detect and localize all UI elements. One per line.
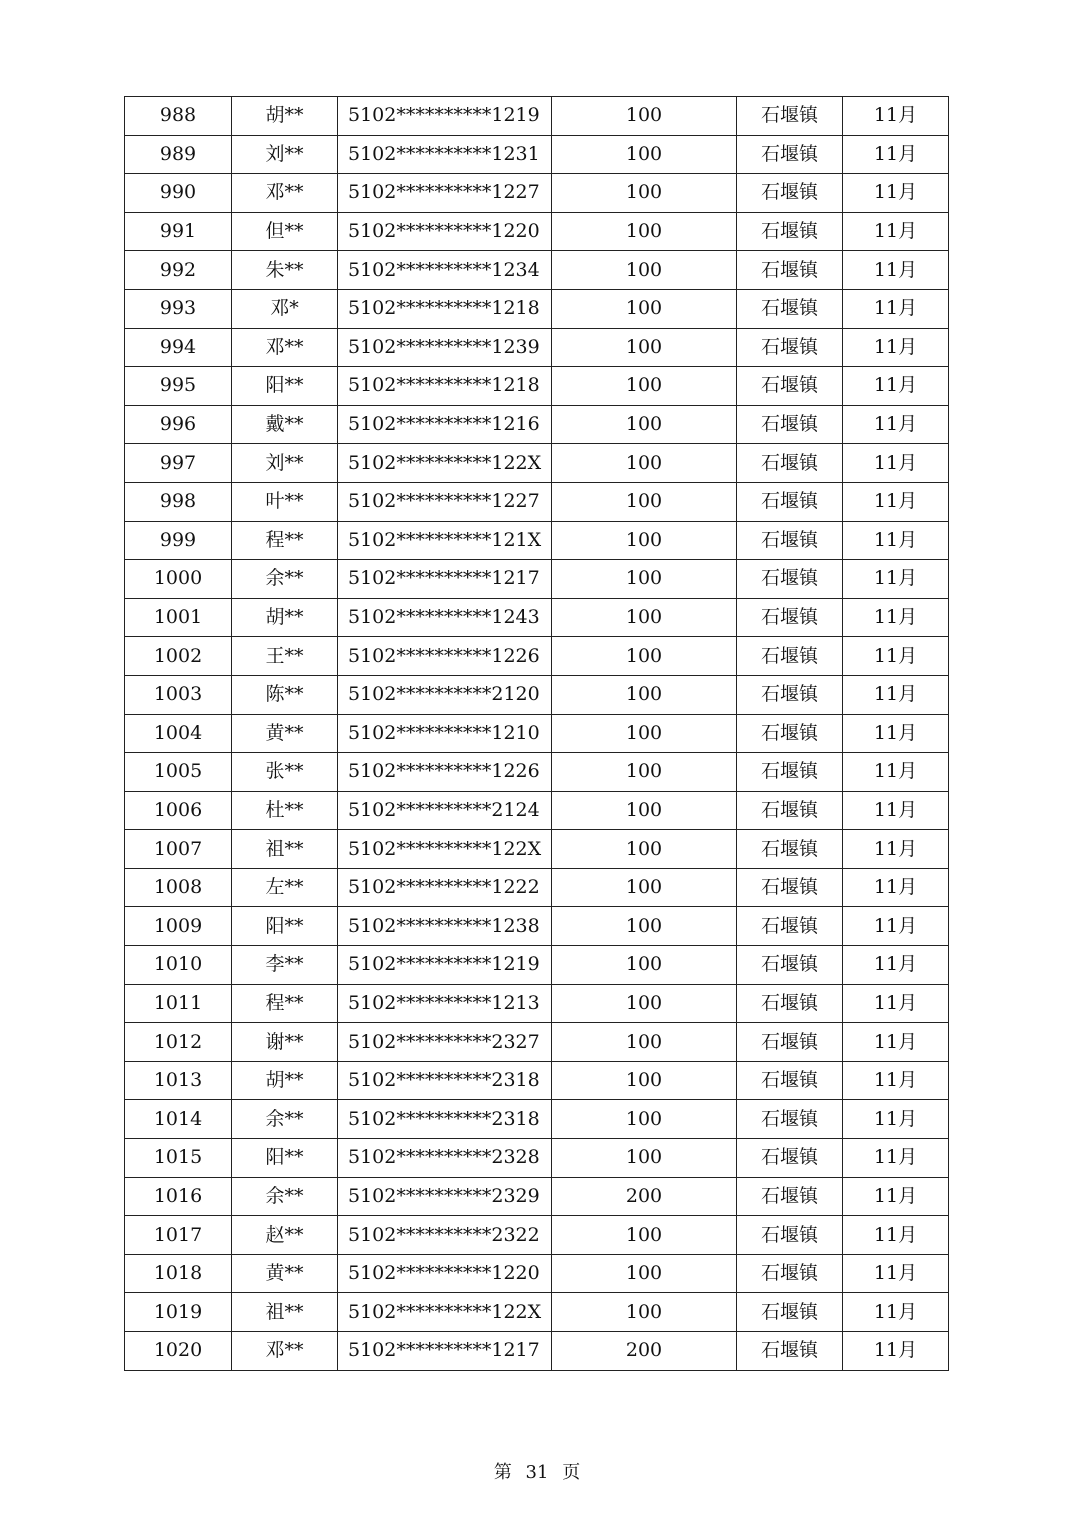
cell-name: 陈**: [232, 675, 338, 714]
cell-town: 石堰镇: [737, 1023, 843, 1062]
table-row: [125, 1100, 949, 1139]
cell-id-number: 5102**********2120: [338, 675, 552, 714]
cell-month: 11月: [843, 367, 949, 406]
cell-number: 992: [125, 251, 232, 290]
cell-town: 石堰镇: [737, 675, 843, 714]
cell-month: 11月: [843, 868, 949, 907]
cell-town: 石堰镇: [737, 598, 843, 637]
cell-month: 11月: [843, 1332, 949, 1371]
cell-amount: 100: [552, 482, 737, 521]
cell-amount: 100: [552, 1293, 737, 1332]
cell-number: 993: [125, 289, 232, 328]
cell-town: 石堰镇: [737, 212, 843, 251]
cell-name: 刘**: [232, 135, 338, 174]
cell-month: 11月: [843, 598, 949, 637]
cell-amount: 100: [552, 405, 737, 444]
cell-town: 石堰镇: [737, 444, 843, 483]
cell-name: 张**: [232, 753, 338, 792]
cell-town: 石堰镇: [737, 1332, 843, 1371]
cell-name: 赵**: [232, 1216, 338, 1255]
cell-town: 石堰镇: [737, 868, 843, 907]
cell-town: 石堰镇: [737, 367, 843, 406]
cell-town: 石堰镇: [737, 328, 843, 367]
cell-number: 1010: [125, 946, 232, 985]
cell-month: 11月: [843, 791, 949, 830]
table-row: [125, 212, 949, 251]
cell-id-number: 5102**********122X: [338, 1293, 552, 1332]
table-row: [125, 1332, 949, 1371]
cell-name: 黄**: [232, 1254, 338, 1293]
cell-number: 1019: [125, 1293, 232, 1332]
cell-id-number: 5102**********1222: [338, 868, 552, 907]
table-row: [125, 868, 949, 907]
cell-town: 石堰镇: [737, 405, 843, 444]
cell-name: 左**: [232, 868, 338, 907]
cell-number: 994: [125, 328, 232, 367]
cell-name: 程**: [232, 984, 338, 1023]
cell-month: 11月: [843, 560, 949, 599]
cell-town: 石堰镇: [737, 830, 843, 869]
cell-id-number: 5102**********1238: [338, 907, 552, 946]
cell-town: 石堰镇: [737, 907, 843, 946]
table-row: [125, 753, 949, 792]
cell-number: 995: [125, 367, 232, 406]
cell-name: 邓**: [232, 1332, 338, 1371]
cell-id-number: 5102**********1217: [338, 560, 552, 599]
cell-number: 1008: [125, 868, 232, 907]
cell-id-number: 5102**********1227: [338, 174, 552, 213]
table-row: [125, 1216, 949, 1255]
cell-id-number: 5102**********122X: [338, 444, 552, 483]
cell-amount: 100: [552, 174, 737, 213]
cell-amount: 100: [552, 1100, 737, 1139]
cell-month: 11月: [843, 1293, 949, 1332]
cell-name: 邓**: [232, 174, 338, 213]
cell-id-number: 5102**********1239: [338, 328, 552, 367]
cell-id-number: 5102**********1227: [338, 482, 552, 521]
cell-number: 1009: [125, 907, 232, 946]
cell-amount: 100: [552, 830, 737, 869]
cell-id-number: 5102**********2322: [338, 1216, 552, 1255]
cell-number: 1000: [125, 560, 232, 599]
cell-month: 11月: [843, 1100, 949, 1139]
cell-amount: 100: [552, 367, 737, 406]
cell-name: 胡**: [232, 1061, 338, 1100]
table-row: [125, 1139, 949, 1178]
cell-number: 1015: [125, 1139, 232, 1178]
cell-number: 1014: [125, 1100, 232, 1139]
cell-number: 1004: [125, 714, 232, 753]
cell-town: 石堰镇: [737, 174, 843, 213]
cell-month: 11月: [843, 907, 949, 946]
cell-id-number: 5102**********1234: [338, 251, 552, 290]
cell-month: 11月: [843, 135, 949, 174]
cell-number: 1012: [125, 1023, 232, 1062]
footer-suffix: 页: [562, 1462, 581, 1483]
cell-amount: 100: [552, 714, 737, 753]
cell-month: 11月: [843, 405, 949, 444]
cell-id-number: 5102**********1218: [338, 289, 552, 328]
cell-town: 石堰镇: [737, 791, 843, 830]
cell-amount: 100: [552, 868, 737, 907]
cell-month: 11月: [843, 174, 949, 213]
cell-amount: 100: [552, 946, 737, 985]
cell-id-number: 5102**********1219: [338, 97, 552, 136]
table-row: [125, 675, 949, 714]
cell-name: 胡**: [232, 97, 338, 136]
cell-id-number: 5102**********2328: [338, 1139, 552, 1178]
cell-month: 11月: [843, 289, 949, 328]
cell-month: 11月: [843, 444, 949, 483]
cell-month: 11月: [843, 1061, 949, 1100]
cell-town: 石堰镇: [737, 1139, 843, 1178]
cell-number: 996: [125, 405, 232, 444]
cell-amount: 100: [552, 907, 737, 946]
cell-number: 998: [125, 482, 232, 521]
cell-id-number: 5102**********1231: [338, 135, 552, 174]
cell-number: 991: [125, 212, 232, 251]
cell-town: 石堰镇: [737, 753, 843, 792]
cell-name: 胡**: [232, 598, 338, 637]
table-row: [125, 444, 949, 483]
cell-number: 1016: [125, 1177, 232, 1216]
cell-number: 1006: [125, 791, 232, 830]
cell-name: 祖**: [232, 830, 338, 869]
cell-amount: 100: [552, 753, 737, 792]
table-row: [125, 1023, 949, 1062]
table-row: [125, 637, 949, 676]
cell-name: 但**: [232, 212, 338, 251]
cell-town: 石堰镇: [737, 1254, 843, 1293]
cell-amount: 100: [552, 251, 737, 290]
cell-town: 石堰镇: [737, 289, 843, 328]
cell-number: 989: [125, 135, 232, 174]
cell-month: 11月: [843, 714, 949, 753]
cell-number: 990: [125, 174, 232, 213]
table-row: [125, 135, 949, 174]
page-number: 31: [525, 1462, 549, 1483]
table-row: [125, 289, 949, 328]
cell-name: 余**: [232, 1100, 338, 1139]
cell-town: 石堰镇: [737, 714, 843, 753]
cell-name: 戴**: [232, 405, 338, 444]
cell-town: 石堰镇: [737, 1177, 843, 1216]
cell-amount: 100: [552, 1216, 737, 1255]
cell-name: 刘**: [232, 444, 338, 483]
cell-month: 11月: [843, 830, 949, 869]
cell-amount: 100: [552, 1061, 737, 1100]
cell-id-number: 5102**********1220: [338, 212, 552, 251]
table-row: [125, 328, 949, 367]
table-row: [125, 405, 949, 444]
table-row: [125, 598, 949, 637]
cell-number: 1005: [125, 753, 232, 792]
cell-amount: 100: [552, 289, 737, 328]
cell-town: 石堰镇: [737, 1061, 843, 1100]
cell-id-number: 5102**********1243: [338, 598, 552, 637]
table-row: [125, 1254, 949, 1293]
cell-month: 11月: [843, 1023, 949, 1062]
table-row: [125, 482, 949, 521]
cell-month: 11月: [843, 328, 949, 367]
cell-month: 11月: [843, 1216, 949, 1255]
cell-town: 石堰镇: [737, 1216, 843, 1255]
cell-month: 11月: [843, 482, 949, 521]
cell-id-number: 5102**********2327: [338, 1023, 552, 1062]
table-row: [125, 1177, 949, 1216]
cell-town: 石堰镇: [737, 1293, 843, 1332]
subsidy-table: [124, 96, 949, 1371]
cell-name: 王**: [232, 637, 338, 676]
table-row: [125, 791, 949, 830]
cell-number: 1020: [125, 1332, 232, 1371]
cell-town: 石堰镇: [737, 560, 843, 599]
cell-number: 997: [125, 444, 232, 483]
cell-name: 谢**: [232, 1023, 338, 1062]
cell-month: 11月: [843, 637, 949, 676]
cell-amount: 100: [552, 444, 737, 483]
cell-amount: 100: [552, 637, 737, 676]
cell-id-number: 5102**********2318: [338, 1100, 552, 1139]
footer-prefix: 第: [493, 1462, 512, 1483]
cell-number: 1011: [125, 984, 232, 1023]
table-row: [125, 830, 949, 869]
cell-number: 1003: [125, 675, 232, 714]
cell-number: 1013: [125, 1061, 232, 1100]
cell-amount: 100: [552, 521, 737, 560]
cell-name: 余**: [232, 560, 338, 599]
cell-number: 988: [125, 97, 232, 136]
cell-town: 石堰镇: [737, 984, 843, 1023]
cell-name: 邓*: [232, 289, 338, 328]
cell-id-number: 5102**********1217: [338, 1332, 552, 1371]
cell-name: 黄**: [232, 714, 338, 753]
cell-amount: 200: [552, 1177, 737, 1216]
cell-amount: 100: [552, 984, 737, 1023]
cell-id-number: 5102**********122X: [338, 830, 552, 869]
cell-id-number: 5102**********1220: [338, 1254, 552, 1293]
cell-id-number: 5102**********1213: [338, 984, 552, 1023]
cell-id-number: 5102**********1218: [338, 367, 552, 406]
cell-name: 祖**: [232, 1293, 338, 1332]
table-row: [125, 714, 949, 753]
cell-id-number: 5102**********2124: [338, 791, 552, 830]
cell-month: 11月: [843, 1139, 949, 1178]
cell-id-number: 5102**********1216: [338, 405, 552, 444]
table-row: [125, 251, 949, 290]
cell-month: 11月: [843, 521, 949, 560]
cell-number: 999: [125, 521, 232, 560]
table-row: [125, 560, 949, 599]
cell-amount: 100: [552, 560, 737, 599]
cell-id-number: 5102**********2329: [338, 1177, 552, 1216]
cell-month: 11月: [843, 1254, 949, 1293]
cell-name: 余**: [232, 1177, 338, 1216]
cell-amount: 100: [552, 97, 737, 136]
cell-month: 11月: [843, 97, 949, 136]
cell-town: 石堰镇: [737, 482, 843, 521]
cell-month: 11月: [843, 753, 949, 792]
cell-name: 阳**: [232, 907, 338, 946]
cell-amount: 100: [552, 1254, 737, 1293]
table-row: [125, 946, 949, 985]
cell-town: 石堰镇: [737, 637, 843, 676]
cell-name: 阳**: [232, 367, 338, 406]
cell-amount: 100: [552, 212, 737, 251]
cell-id-number: 5102**********2318: [338, 1061, 552, 1100]
cell-amount: 200: [552, 1332, 737, 1371]
cell-id-number: 5102**********1226: [338, 637, 552, 676]
cell-id-number: 5102**********1219: [338, 946, 552, 985]
cell-name: 叶**: [232, 482, 338, 521]
cell-town: 石堰镇: [737, 251, 843, 290]
cell-number: 1001: [125, 598, 232, 637]
table-row: [125, 97, 949, 136]
cell-id-number: 5102**********1210: [338, 714, 552, 753]
cell-amount: 100: [552, 328, 737, 367]
cell-name: 杜**: [232, 791, 338, 830]
cell-town: 石堰镇: [737, 1100, 843, 1139]
cell-number: 1018: [125, 1254, 232, 1293]
cell-name: 程**: [232, 521, 338, 560]
table-row: [125, 1293, 949, 1332]
cell-month: 11月: [843, 675, 949, 714]
cell-town: 石堰镇: [737, 946, 843, 985]
table-row: [125, 174, 949, 213]
cell-name: 朱**: [232, 251, 338, 290]
cell-amount: 100: [552, 598, 737, 637]
cell-number: 1002: [125, 637, 232, 676]
cell-name: 邓**: [232, 328, 338, 367]
cell-month: 11月: [843, 251, 949, 290]
cell-number: 1007: [125, 830, 232, 869]
cell-name: 阳**: [232, 1139, 338, 1178]
cell-town: 石堰镇: [737, 135, 843, 174]
table-row: [125, 984, 949, 1023]
cell-month: 11月: [843, 1177, 949, 1216]
cell-amount: 100: [552, 1023, 737, 1062]
table-row: [125, 521, 949, 560]
cell-town: 石堰镇: [737, 97, 843, 136]
cell-town: 石堰镇: [737, 521, 843, 560]
table-body: [125, 97, 949, 1371]
cell-id-number: 5102**********1226: [338, 753, 552, 792]
table-row: [125, 1061, 949, 1100]
cell-number: 1017: [125, 1216, 232, 1255]
cell-amount: 100: [552, 135, 737, 174]
cell-amount: 100: [552, 1139, 737, 1178]
table-row: [125, 907, 949, 946]
cell-month: 11月: [843, 946, 949, 985]
cell-id-number: 5102**********121X: [338, 521, 552, 560]
cell-amount: 100: [552, 675, 737, 714]
cell-name: 李**: [232, 946, 338, 985]
cell-month: 11月: [843, 984, 949, 1023]
table-row: [125, 367, 949, 406]
cell-month: 11月: [843, 212, 949, 251]
cell-amount: 100: [552, 791, 737, 830]
page-footer: [0, 1458, 1074, 1484]
